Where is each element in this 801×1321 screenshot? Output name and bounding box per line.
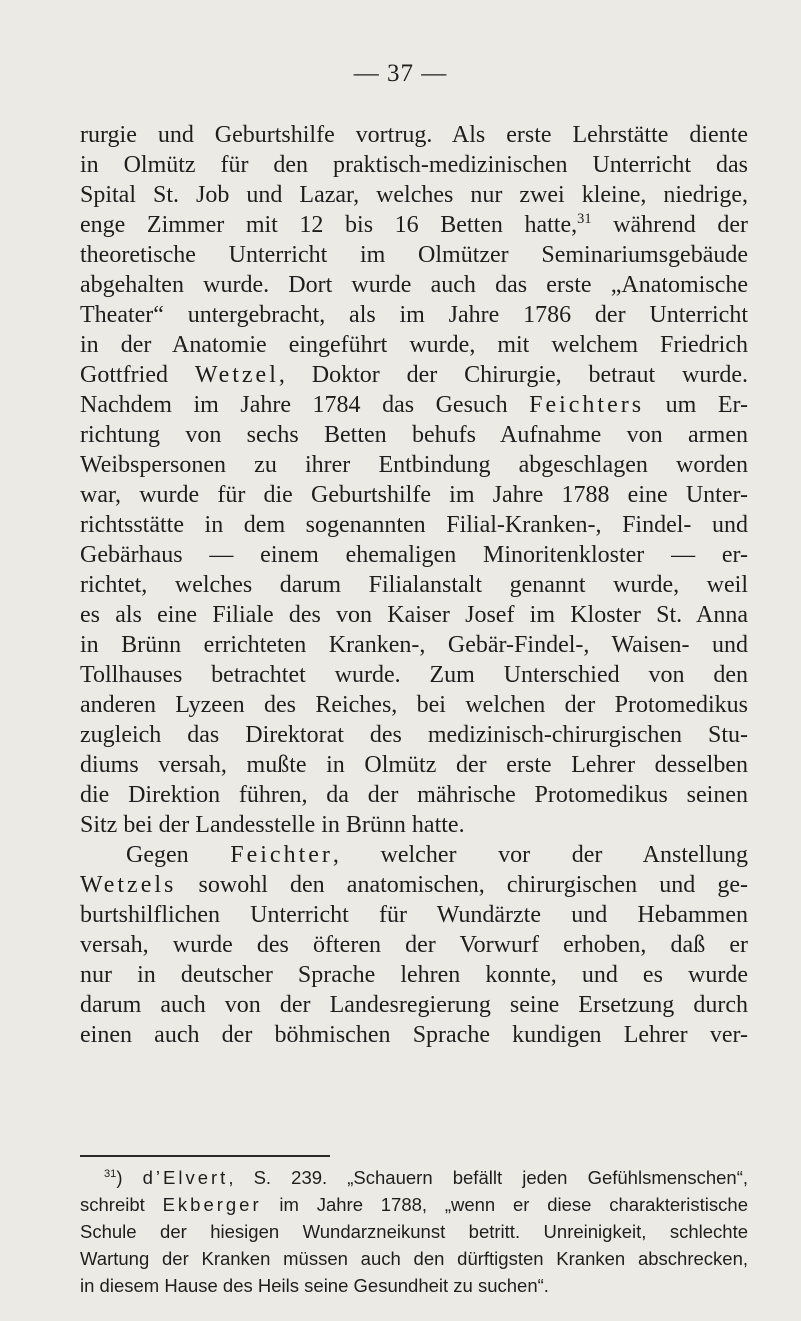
text-segment: um Er- — [644, 392, 748, 418]
text-line-15: Gebärhaus — einem ehemaligen Minoritenkloster — er- — [80, 542, 748, 568]
text-line-19: Tollhauses betrachtet wurde. Zum Unterschied von den — [80, 662, 748, 688]
footnote-person: Ekberger — [162, 1194, 262, 1215]
text-line-22: diums versah, mußte in Olmütz der erste Lehrer desselben — [80, 752, 748, 778]
footnote-paren: ) — [116, 1167, 143, 1188]
text-line-26 — [80, 870, 748, 900]
text-segment: , Doktor der Chirurgie, betraut wurde. — [278, 362, 748, 388]
text-segment: im Jahre 1788, „wenn er diese charakteristische — [261, 1194, 748, 1215]
footnote-divider — [80, 1155, 330, 1157]
text-line-24: Sitz bei der Landesstelle in Brünn hatte. — [80, 812, 465, 838]
spaced-name: Wetzels — [80, 872, 177, 898]
text-line-1: rurgie und Geburtshilfe vortrug. Als erste Lehrstätte diente — [80, 122, 748, 148]
text-line-4 — [80, 210, 748, 240]
text-line-2: in Olmütz für den praktisch-medizinischen Unterricht das — [80, 152, 748, 178]
text-line-14: richtsstätte in dem sogenannten Filial-Kranken-, Findel- und — [80, 512, 748, 538]
text-segment: enge Zimmer mit 12 bis 16 Betten hatte, — [80, 212, 578, 238]
footnote-author: d’Elvert — [142, 1167, 229, 1188]
text-line-3: Spital St. Job und Lazar, welches nur zwei kleine, niedrige, — [80, 182, 748, 208]
text-line-11: richtung von sechs Betten behufs Aufnahme von armen — [80, 422, 748, 448]
text-line-18: in Brünn errichteten Kranken-, Gebär-Findel-, Waisen- und — [80, 632, 748, 658]
text-line-17: es als eine Filiale des von Kaiser Josef im Kloster St. Anna — [80, 602, 748, 628]
text-line-6: abgehalten wurde. Dort wurde auch das erste „Anatomische — [80, 272, 748, 298]
text-line-16: richtet, welches darum Filialanstalt genannt wurde, weil — [80, 572, 748, 598]
body-text — [80, 120, 748, 1050]
spaced-name: Feichter — [230, 842, 333, 868]
text-line-13: war, wurde für die Geburtshilfe im Jahre 1788 eine Unter- — [80, 482, 748, 508]
footnote-line-2 — [80, 1191, 748, 1218]
text-line-9 — [80, 360, 748, 390]
text-segment: sowohl den anatomischen, chirurgischen und ge- — [176, 872, 748, 898]
footnote-number: 31 — [104, 1167, 117, 1180]
text-line-12: Weibspersonen zu ihrer Entbindung abgeschlagen worden — [80, 452, 748, 478]
text-line-20: anderen Lyzeen des Reiches, bei welchen der Protomedikus — [80, 692, 748, 718]
text-line-31: einen auch der böhmischen Sprache kundigen Lehrer ver- — [80, 1022, 748, 1048]
spaced-name: Wetzel — [194, 362, 279, 388]
text-segment: während der — [591, 212, 748, 238]
footnote-line-3: Schule der hiesigen Wundarzneikunst betritt. Unreinigkeit, schlechte — [80, 1221, 748, 1242]
text-line-25 — [80, 840, 748, 870]
page-number: — 37 — — [353, 60, 448, 87]
text-line-5: theoretische Unterricht im Olmützer Seminariumsgebäude — [80, 242, 748, 268]
text-segment: Gegen — [126, 842, 231, 868]
footnote-reference[interactable]: 31 — [577, 211, 592, 227]
text-line-30: darum auch von der Landesregierung seine Ersetzung durch — [80, 992, 748, 1018]
text-segment: , welcher vor der Anstellung — [332, 842, 748, 868]
text-line-23: die Direktion führen, da der mährische Protomedikus seinen — [80, 782, 748, 808]
text-line-21: zugleich das Direktorat des medizinisch-chirurgischen Stu- — [80, 722, 748, 748]
text-segment: schreibt — [80, 1194, 163, 1215]
footnote-block — [80, 1164, 748, 1299]
text-segment: Gottfried — [80, 362, 195, 388]
text-line-8: in der Anatomie eingeführt wurde, mit welchem Friedrich — [80, 332, 748, 358]
text-segment: Nachdem im Jahre 1784 das Gesuch — [80, 392, 530, 418]
footnote-line-1 — [80, 1164, 748, 1191]
text-line-27: burtshilflichen Unterricht für Wundärzte und Hebammen — [80, 902, 748, 928]
footnote-line-5: in diesem Hause des Heils seine Gesundheit zu suchen“. — [80, 1275, 549, 1296]
text-line-7: Theater“ untergebracht, als im Jahre 1786 der Unterricht — [80, 302, 748, 328]
text-line-28: versah, wurde des öfteren der Vorwurf erhoben, daß er — [80, 932, 748, 958]
text-line-10 — [80, 390, 748, 420]
text-segment: , S. 239. „Schauern befällt jeden Gefühlsmenschen“, — [228, 1167, 748, 1188]
footnote-line-4: Wartung der Kranken müssen auch den dürftigsten Kranken abschrecken, — [80, 1248, 748, 1269]
spaced-name: Feichters — [529, 392, 645, 418]
text-line-29: nur in deutscher Sprache lehren konnte, und es wurde — [80, 962, 748, 988]
